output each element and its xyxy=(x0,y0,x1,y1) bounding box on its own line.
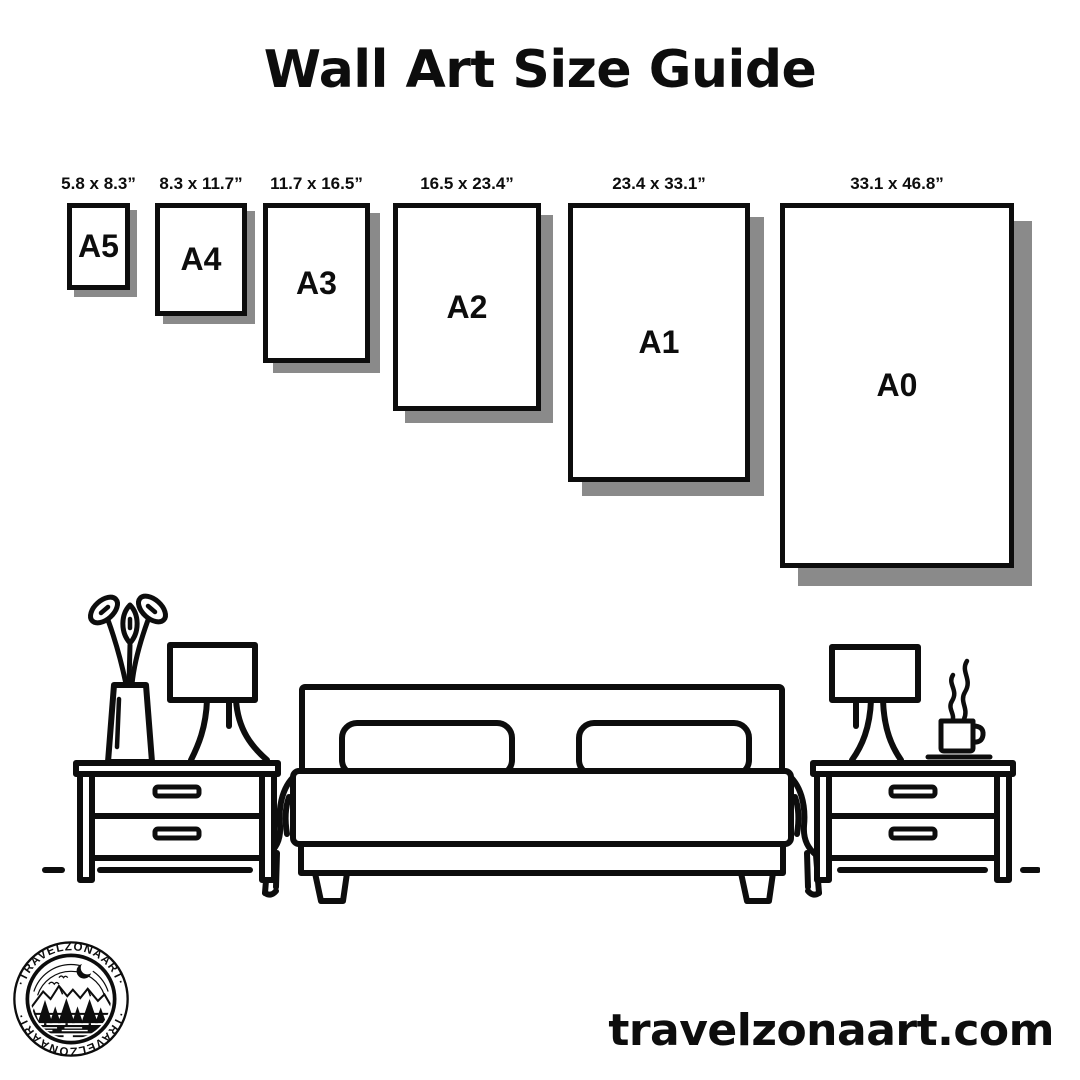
pillow-left xyxy=(342,723,512,775)
badge-arc-text-bottom: ·TRAVELZONAART· xyxy=(14,1010,128,1058)
potted-plant xyxy=(86,591,170,762)
bird-icon xyxy=(59,976,68,978)
paper-sheet xyxy=(393,203,541,411)
lamp-shade xyxy=(170,645,255,700)
bed-leg-left xyxy=(315,873,347,901)
bedroom-illustration xyxy=(40,585,1040,905)
paper-size-a2 xyxy=(393,174,541,411)
steam xyxy=(950,675,954,722)
dimension-label: 8.3 x 11.7” xyxy=(159,174,243,193)
dimension-label: 33.1 x 46.8” xyxy=(850,174,944,193)
website-url: travelzonaart.com xyxy=(608,1005,1054,1056)
drawer-handle xyxy=(891,787,935,796)
dimension-label: 16.5 x 23.4” xyxy=(420,174,514,193)
coffee-cup xyxy=(928,661,990,757)
paper-code: A2 xyxy=(446,288,488,325)
double-bed xyxy=(265,687,819,901)
badge-arc-text-top: ·TRAVELZONAART· xyxy=(14,940,128,988)
paper-size-a0 xyxy=(780,174,1014,568)
lamp-shade xyxy=(832,647,918,700)
pillow-right xyxy=(579,723,749,775)
bird-icon xyxy=(49,982,59,984)
table-lamp-left xyxy=(170,645,267,760)
paper-code: A1 xyxy=(638,324,680,360)
bed-base xyxy=(301,844,783,873)
mattress xyxy=(293,771,791,844)
page-title: Wall Art Size Guide xyxy=(263,40,817,100)
drawer-handle xyxy=(155,787,199,796)
paper-sheet xyxy=(780,203,1014,568)
nightstand-left xyxy=(76,763,278,880)
nightstand-right xyxy=(813,763,1013,880)
steam xyxy=(963,661,968,719)
paper-size-a4 xyxy=(155,174,247,316)
paper-code: A3 xyxy=(296,264,337,301)
paper-code: A0 xyxy=(876,367,918,403)
paper-code: A5 xyxy=(78,228,119,264)
paper-code: A4 xyxy=(180,241,222,277)
dimension-label: 23.4 x 33.1” xyxy=(612,174,706,193)
drawer-handle xyxy=(155,829,199,838)
paper-size-a5 xyxy=(61,174,136,290)
dimension-label: 5.8 x 8.3” xyxy=(61,174,136,193)
pine-forest xyxy=(28,998,113,1026)
paper-sheet xyxy=(67,203,130,290)
cup-body xyxy=(941,721,973,751)
paper-size-a1 xyxy=(568,174,750,482)
dimension-label: 11.7 x 16.5” xyxy=(270,174,363,193)
drawer-handle xyxy=(891,829,935,838)
bed-leg-right xyxy=(741,873,773,901)
paper-sheet xyxy=(568,203,750,482)
paper-sheet xyxy=(155,203,247,316)
crescent-moon-icon xyxy=(77,961,94,978)
brand-logo xyxy=(6,934,136,1064)
vase xyxy=(108,685,152,762)
paper-size-a3 xyxy=(263,174,370,363)
paper-sheet xyxy=(263,203,370,363)
table-lamp-right xyxy=(832,647,918,760)
sky-arc xyxy=(34,964,108,991)
